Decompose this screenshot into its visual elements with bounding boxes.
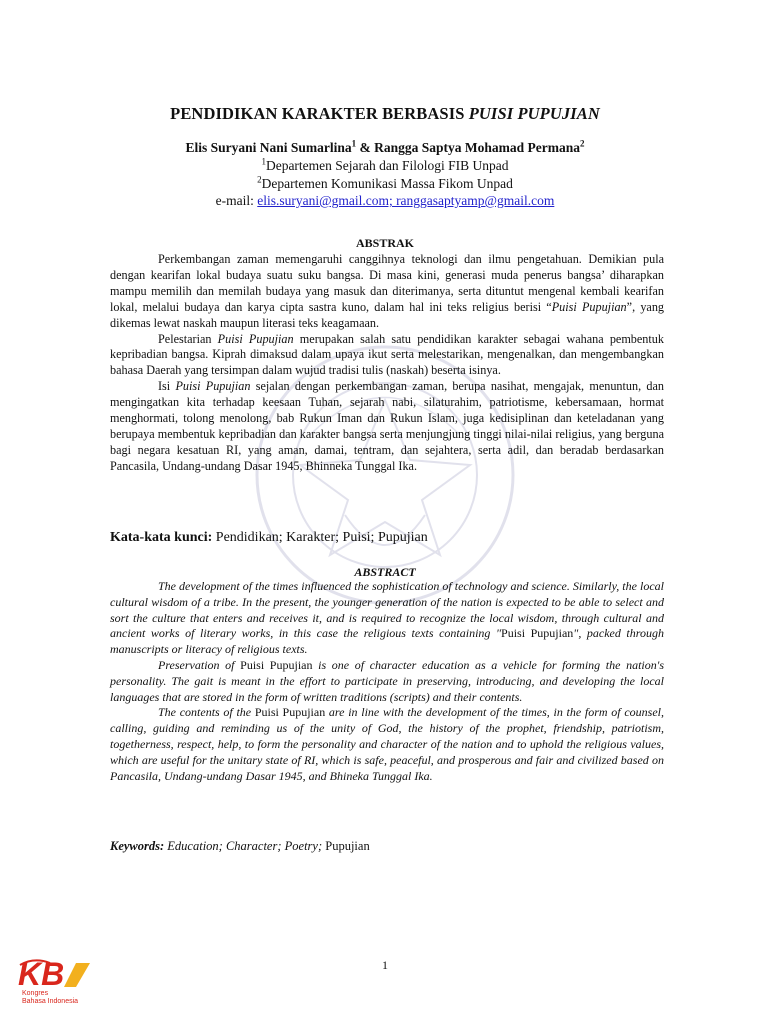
paper-title: PENDIDIKAN KARAKTER BERBASIS PUISI PUPUJIAN xyxy=(170,104,600,123)
abstract-paragraph-2: Preservation of Puisi Pupujian is one of character education as a vehicle for forming the nation's personality. The gait is meant in the effort to participate in preserving, introducing, and developing the local languages that are stored in the form of written traditions (scripts) and their contents. xyxy=(110,657,664,704)
page-number: 1 xyxy=(382,958,388,972)
abstrak-paragraph-2: Pelestarian Puisi Pupujian merupakan salah satu pendidikan karakter sebagai wahana pembentuk kepribadian bangsa. Kiprah dimaksud dalam upaya ikut serta melestarikan, mengenalkan, dan mengembangkan bahasa Daerah yang tersimpan dalam wujud tradisi tulis (naskah) beserta isinya. xyxy=(110,331,664,378)
logo-line-2: Bahasa Indonesia xyxy=(22,998,79,1005)
abstrak-paragraph-3: Isi Puisi Pupujian sejalan dengan perkembangan zaman, berupa nasihat, mengajak, menuntun, dan mengingatkan kita terhadap keesaan Tuhan, sejarah nabi, silaturahim, patriotisme, kebersamaan, hormat menghormati, tolong menolong, bab Rukun Iman dan Rukun Islam, juga kedisiplinan dan keteladanan yang berupaya membentuk kepribadian dan karakter bangsa serta menjungjung tinggi nilai-nilai religius, yang berguna bagi negara kesatuan RI, yang aman, damai, tentram, dan sejahtera, serta adil, dan beradab berdasarkan Pancasila, Undang-undang Dasar 1945, Bhinneka Tunggal Ika. xyxy=(110,379,665,473)
affiliation-1: $^1$Departemen Sejarah dan Filologi FIB Unpad xyxy=(261,156,509,173)
logo-line-1: Kongres xyxy=(22,990,49,997)
kata-kunci: Kata-kata kunci: Pendidikan; Karakter; Puisi; Pupujian xyxy=(110,530,428,545)
keywords-en: Keywords: Education; Character; Poetry; Pupujian xyxy=(110,839,370,853)
abstrak-body xyxy=(110,252,664,475)
abstrak-paragraph-1: Perkembangan zaman memengaruhi canggihnya teknologi dan ilmu pengetahuan. Demikian pula dengan kearifan lokal budaya suatu suku bangsa. Di masa kini, generasi muda penerus bangsa’ diharapkan mampu memilih dan memilah budaya yang masuk dan diterimanya, serta dituntut mengenal kembali kearifan lokal, melalui budaya dan karya cipta sastra kuno, dalam hal ini teks religius berisi “Puisi Pupujian”, yang dikemas lewat naskah maupun literasi teks keagamaan. xyxy=(110,252,665,330)
abstract-body xyxy=(110,579,664,784)
kbi-logo xyxy=(14,955,124,1005)
abstract-heading: ABSTRACT xyxy=(354,565,416,579)
abstract-paragraph-3: The contents of the Puisi Pupujian are in line with the development of the times, in the form of counsel, calling, guiding and reminding us of the unity of God, the history of the prophet, friendship, patriotism, togetherness, respect, help, to form the personality and character of the nation and to uphold the religious values, which are useful for the unitary state of RI, which is safe, peaceful, and prosperous and fair and civilized based on Pancasila, Undang-undang Dasar 1945, and Bhineka Tunggal Ika. xyxy=(110,705,664,783)
logo-slash-icon xyxy=(64,963,90,987)
affiliation-2: $^2$Departemen Komunikasi Massa Fikom Unpad xyxy=(257,174,513,191)
email-line: e-mail: elis.suryani@gmail.com; ranggasaptyamp@gmail.com xyxy=(215,193,555,208)
logo-mark: KB xyxy=(18,956,65,992)
abstrak-heading: ABSTRAK xyxy=(355,236,414,250)
author-line: Elis Suryani Nani Sumarlina$^1$ & Rangga Saptya Mohamad Permana$^2$ xyxy=(185,138,585,155)
abstract-paragraph-1: The development of the times influenced the sophistication of technology and science. Similarly, the local cultural wisdom of a tribe. In the present, the younger generation of the nation is expected to be able to select and sort the culture that enters and receives it, and is required to recognize the local wisdom, through cultural and ancient works of literary works, in this case the religious texts containing "Puisi Pupujian", packed through manuscripts or literacy of religious texts. xyxy=(110,579,664,657)
email-link[interactable]: elis.suryani@gmail.com; ranggasaptyamp@gmail.com xyxy=(257,193,555,208)
